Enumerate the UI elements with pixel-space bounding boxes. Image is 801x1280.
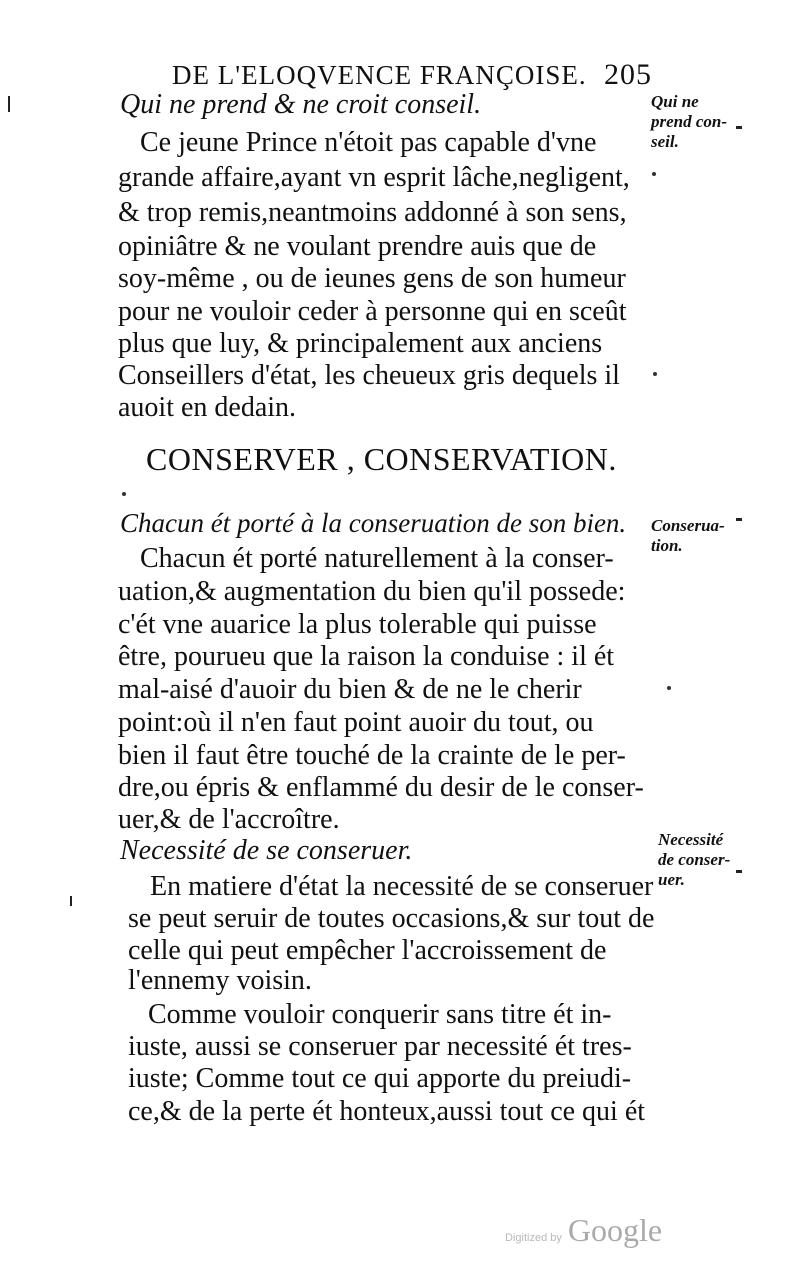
text-line: iuste, aussi se conseruer par necessité ét tres- xyxy=(128,1031,632,1062)
margin-note-line: seil. xyxy=(651,132,679,151)
text-line: dre,ou épris & enflammé du desir de le conser- xyxy=(118,772,644,803)
scan-speck xyxy=(667,686,671,690)
margin-note-conservation xyxy=(651,516,746,556)
subtitle-conservation: Chacun ét porté à la conseruation de son bien. xyxy=(120,508,627,538)
margin-note-line: Conserua- xyxy=(651,516,725,535)
margin-note-line: Qui ne xyxy=(651,92,699,111)
text-line: iuste; Comme tout ce qui apporte du preiudi- xyxy=(128,1063,632,1094)
subtitle-necessite: Necessité de se conseruer. xyxy=(120,835,413,866)
scan-mark xyxy=(8,96,10,112)
text-line: Conseillers d'état, les cheueux gris dequels il xyxy=(118,360,620,391)
google-logo: Google xyxy=(567,1212,663,1248)
scan-mark xyxy=(736,126,742,129)
subtitle-ne-croit-conseil: Qui ne prend & ne croit conseil. xyxy=(120,89,482,120)
running-header xyxy=(172,58,652,92)
text-line: uer,& de l'accroître. xyxy=(118,804,340,835)
scan-speck xyxy=(122,492,126,496)
margin-note-line: Necessité xyxy=(658,830,724,849)
margin-note-necessite xyxy=(658,830,753,890)
text-line: être, pourueu que la raison la conduise : il ét xyxy=(118,641,615,672)
text-line: l'ennemy voisin. xyxy=(128,965,312,996)
scan-mark xyxy=(736,870,742,873)
text-line: c'ét vne auarice la plus tolerable qui puisse xyxy=(118,609,597,640)
text-line: grande affaire,ayant vn esprit lâche,negligent, xyxy=(118,162,630,193)
text-line: mal-aisé d'auoir du bien & de ne le cherir xyxy=(118,674,582,705)
scan-speck xyxy=(652,172,656,176)
text-line: Comme vouloir conquerir sans titre ét in- xyxy=(148,999,612,1030)
section-heading: CONSERVER , CONSERVATION. xyxy=(146,441,617,477)
margin-note-line: de conser- xyxy=(658,850,731,869)
text-line: celle qui peut empêcher l'accroissement de xyxy=(128,935,607,966)
text-line: point:où il n'en faut point auoir du tout, ou xyxy=(118,707,594,738)
text-line: se peut seruir de toutes occasions,& sur tout de xyxy=(128,903,655,934)
scan-mark xyxy=(70,896,72,906)
text-line: pour ne vouloir ceder à personne qui en sceût xyxy=(118,296,627,327)
scan-speck xyxy=(653,372,657,376)
watermark-prefix: Digitized by xyxy=(505,1232,562,1244)
text-line: & trop remis,neantmoins addonné à son sens, xyxy=(118,197,627,228)
margin-note-line: prend con- xyxy=(651,112,728,131)
text-line: En matiere d'état la necessité de se conseruer xyxy=(150,871,654,902)
text-line: plus que luy, & principalement aux anciens xyxy=(118,328,603,359)
text-line: Ce jeune Prince n'étoit pas capable d'vne xyxy=(140,127,597,158)
text-line: auoit en dedain. xyxy=(118,392,297,423)
running-title: DE L'ELOQVENCE FRANÇOISE. xyxy=(172,60,587,90)
scan-mark xyxy=(736,518,742,521)
margin-note-line: uer. xyxy=(658,870,685,889)
text-line: ce,& de la perte ét honteux,aussi tout ce qui ét xyxy=(128,1096,646,1127)
margin-note-line: tion. xyxy=(651,536,683,555)
margin-note-conseil xyxy=(651,92,746,152)
text-line: opiniâtre & ne voulant prendre auis que de xyxy=(118,231,597,262)
text-line: uation,& augmentation du bien qu'il possede: xyxy=(118,576,626,607)
text-line: soy-même , ou de ieunes gens de son humeur xyxy=(118,263,626,294)
page-number: 205 xyxy=(604,58,652,91)
text-line: Chacun ét porté naturellement à la conser- xyxy=(140,543,614,574)
digitized-watermark xyxy=(505,1212,662,1249)
text-line: bien il faut être touché de la crainte de le per- xyxy=(118,740,626,771)
